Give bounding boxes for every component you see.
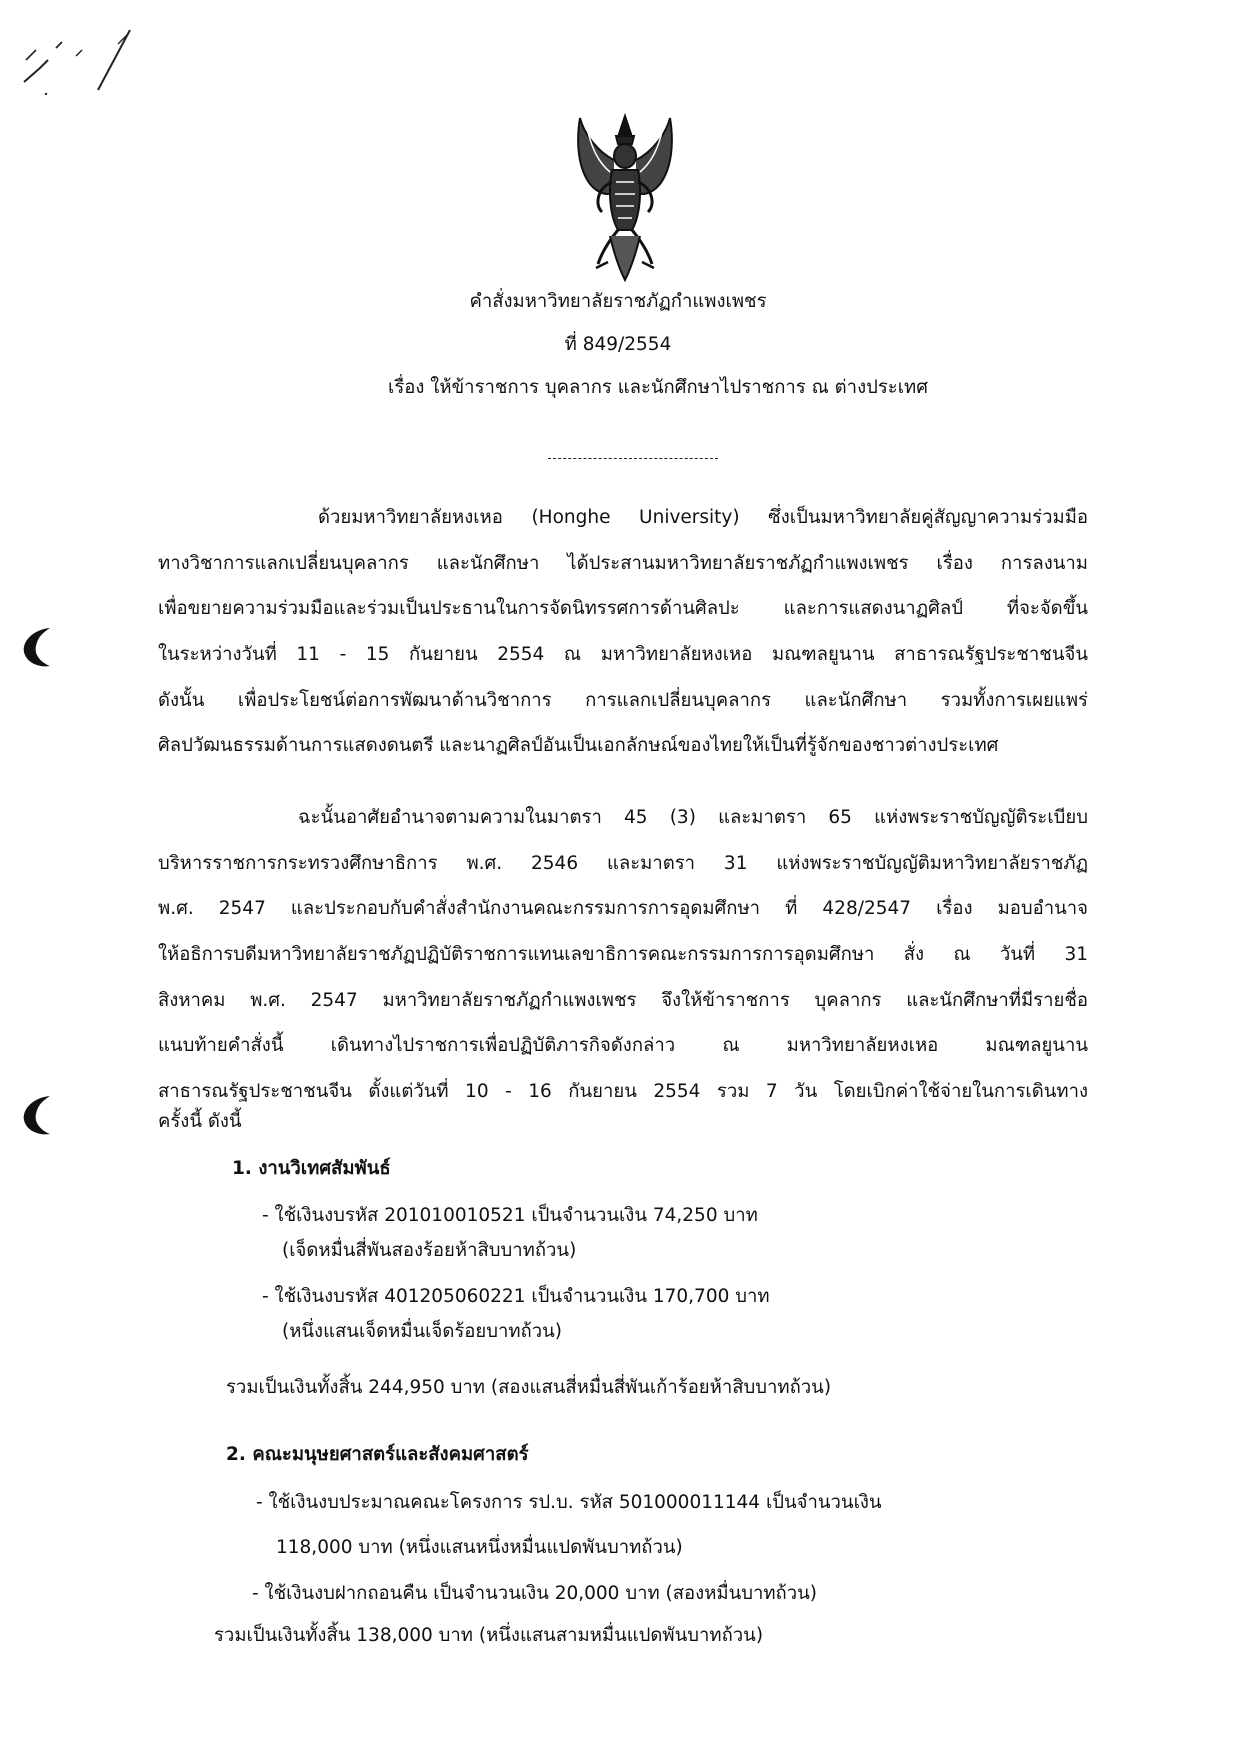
paragraph-1-line: ในระหว่างวันที่ 11 - 15 กันยายน 2554 ณ มหาวิทยาลัยหงเหอ มณฑลยูนาน สาธารณรัฐประชาชนจีน [158,644,1088,665]
garuda-emblem-icon [568,112,682,284]
order-subject: เรื่อง ให้ข้าราชการ บุคลากร และนักศึกษาไปราชการ ณ ต่างประเทศ [388,377,928,398]
paragraph-2-line: ฉะนั้นอาศัยอำนาจตามความในมาตรา 45 (3) และมาตรา 65 แห่งพระราชบัญญัติระเบียบ [298,807,1088,828]
paragraph-2-line: ให้อธิการบดีมหาวิทยาลัยราชภัฏปฏิบัติราชการแทนเลขาธิการคณะกรรมการการอุดมศึกษา สั่ง ณ วันที่ 31 [158,944,1088,965]
paragraph-2-line: พ.ศ. 2547 และประกอบกับคำสั่งสำนักงานคณะกรรมการการอุดมศึกษา ที่ 428/2547 เรื่อง มอบอำนาจ [158,898,1088,919]
section-1-total: รวมเป็นเงินทั้งสิ้น 244,950 บาท (สองแสนสี่หมื่นสี่พันเก้าร้อยห้าสิบบาทถ้วน) [226,1377,832,1398]
section-2-item: - ใช้เงินงบฝากถอนคืน เป็นจำนวนเงิน 20,000 บาท (สองหมื่นบาทถ้วน) [252,1583,818,1604]
pen-scribble-mark [18,20,138,95]
paragraph-2-line: แนบท้ายคำสั่งนี้ เดินทางไปราชการเพื่อปฏิบัติภารกิจดังกล่าว ณ มหาวิทยาลัยหงเหอ มณฑลยูนาน [158,1035,1088,1056]
section-1-item: - ใช้เงินงบรหัส 201010010521 เป็นจำนวนเงิน 74,250 บาท [262,1205,758,1226]
paragraph-1-line: ทางวิชาการแลกเปลี่ยนบุคลากร และนักศึกษา ได้ประสานมหาวิทยาลัยราชภัฏกำแพงเพชร เรื่อง การลงนาม [158,553,1088,574]
paragraph-2-line: ครั้งนี้ ดังนี้ [158,1111,242,1132]
section-2-total: รวมเป็นเงินทั้งสิ้น 138,000 บาท (หนึ่งแสนสามหมื่นแปดพันบาทถ้วน) [214,1625,764,1646]
section-1-item: (หนึ่งแสนเจ็ดหมื่นเจ็ดร้อยบาทถ้วน) [282,1321,563,1342]
paragraph-2-line: บริหารราชการกระทรวงศึกษาธิการ พ.ศ. 2546 และมาตรา 31 แห่งพระราชบัญญัติมหาวิทยาลัยราชภัฏ [158,853,1088,874]
paragraph-2-line: สาธารณรัฐประชาชนจีน ตั้งแต่วันที่ 10 - 16 กันยายน 2554 รวม 7 วัน โดยเบิกค่าใช้จ่ายในการเดินทาง [158,1081,1088,1102]
section-1-heading: 1. งานวิเทศสัมพันธ์ [232,1158,391,1179]
paragraph-2-line: สิงหาคม พ.ศ. 2547 มหาวิทยาลัยราชภัฏกำแพงเพชร จึงให้ข้าราชการ บุคลากร และนักศึกษาที่มีรายชื่อ [158,990,1088,1011]
separator-rule [548,458,718,459]
section-2-heading: 2. คณะมนุษยศาสตร์และสังคมศาสตร์ [226,1444,529,1465]
binder-hole-mark [20,1092,56,1138]
paragraph-1-line: ด้วยมหาวิทยาลัยหงเหอ (Honghe University) ซึ่งเป็นมหาวิทยาลัยคู่สัญญาความร่วมมือ [318,507,1088,528]
order-title: คำสั่งมหาวิทยาลัยราชภัฏกำแพงเพชร [469,291,767,312]
section-2-item: - ใช้เงินงบประมาณคณะโครงการ รป.บ. รหัส 501000011144 เป็นจำนวนเงิน [256,1492,882,1513]
binder-hole-mark [20,624,56,670]
section-1-item: (เจ็ดหมื่นสี่พันสองร้อยห้าสิบบาทถ้วน) [282,1240,577,1261]
paragraph-1-line: ศิลปวัฒนธรรมด้านการแสดงดนตรี และนาฏศิลป์อันเป็นเอกลักษณ์ของไทยให้เป็นที่รู้จักของชาวต่างประเทศ [158,735,999,756]
section-1-item: - ใช้เงินงบรหัส 401205060221 เป็นจำนวนเงิน 170,700 บาท [262,1286,770,1307]
order-number: ที่ 849/2554 [564,334,672,355]
paragraph-1-line: เพื่อขยายความร่วมมือและร่วมเป็นประธานในการจัดนิทรรศการด้านศิลปะ และการแสดงนาฏศิลป์ ที่จะจัดขึ้น [158,598,1088,619]
section-2-item: 118,000 บาท (หนึ่งแสนหนึ่งหมื่นแปดพันบาทถ้วน) [276,1537,683,1558]
paragraph-1-line: ดังนั้น เพื่อประโยชน์ต่อการพัฒนาด้านวิชาการ การแลกเปลี่ยนบุคลากร และนักศึกษา รวมทั้งการเผยแพร่ [158,690,1088,711]
